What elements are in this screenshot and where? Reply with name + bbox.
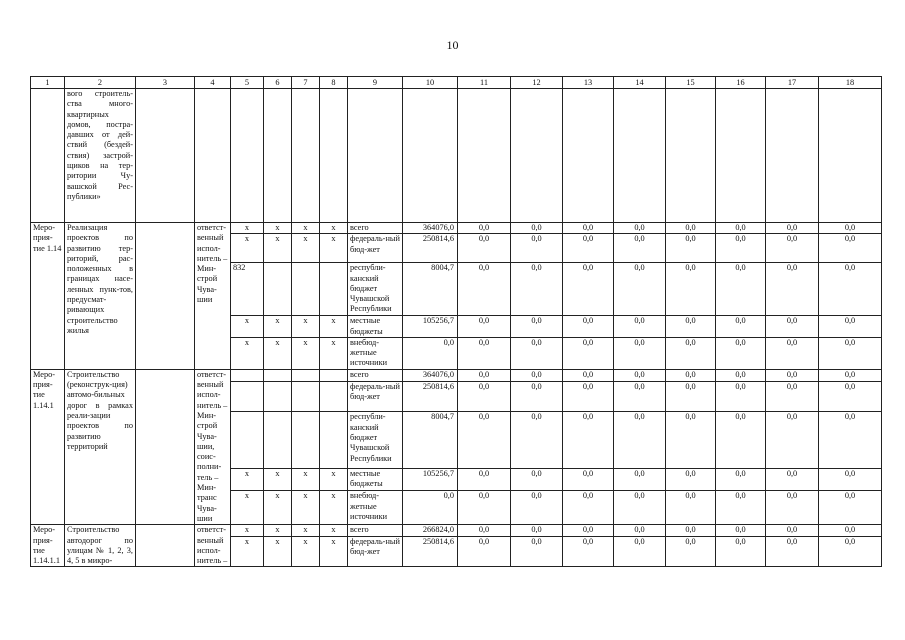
year-amount: 0,0 — [819, 223, 882, 234]
total-amount: 266824,0 — [403, 525, 458, 537]
year-amount: 0,0 — [614, 316, 666, 338]
header-cell: 7 — [292, 77, 320, 89]
code-col-7: х — [292, 537, 320, 567]
code-col-7 — [292, 369, 320, 381]
header-cell: 8 — [320, 77, 348, 89]
header-cell: 14 — [614, 77, 666, 89]
code-col-6: х — [264, 491, 292, 525]
header-cell: 5 — [231, 77, 264, 89]
code-col-6: х — [264, 337, 292, 369]
total-amount: 250814,6 — [403, 234, 458, 263]
table-row — [31, 223, 882, 234]
funding-source: республи-канский бюджет Чувашской Республики — [348, 412, 403, 468]
code-col-8: х — [320, 316, 348, 338]
event-name: Строительство (реконструк-ция) автомо-бильных дорог в рамках реали-зации проектов по развитию территорий — [65, 369, 136, 524]
table-row — [31, 525, 882, 537]
header-cell: 17 — [766, 77, 819, 89]
header-cell: 4 — [195, 77, 231, 89]
year-amount: 0,0 — [563, 369, 614, 381]
year-amount: 0,0 — [458, 223, 511, 234]
year-amount: 0,0 — [458, 316, 511, 338]
funding-source: федераль-ный бюд-жет — [348, 381, 403, 412]
total-amount: 364076,0 — [403, 223, 458, 234]
code-col-8: х — [320, 491, 348, 525]
year-amount: 0,0 — [563, 468, 614, 491]
year-amount: 0,0 — [563, 537, 614, 567]
year-amount: 0,0 — [614, 369, 666, 381]
event-name: Реализация проектов по развитию тер-риторий, рас-положенных в границах насе-ленных пунк-тов, предусмат-ривающих строительство жилья — [65, 223, 136, 370]
executor: ответст-венный испол-нитель – — [195, 525, 231, 567]
code-col-5: х — [231, 537, 264, 567]
total-amount: 105256,7 — [403, 316, 458, 338]
year-amount: 0,0 — [716, 234, 766, 263]
code-col-8: х — [320, 537, 348, 567]
year-amount: 0,0 — [563, 525, 614, 537]
year-amount: 0,0 — [511, 223, 563, 234]
code-col-7: х — [292, 337, 320, 369]
event-number: Меро-прия-тие 1.14 — [31, 223, 65, 370]
year-amount: 0,0 — [819, 412, 882, 468]
code-col-6: х — [264, 223, 292, 234]
code-col-5: х — [231, 491, 264, 525]
year-amount: 0,0 — [666, 412, 716, 468]
year-amount: 0,0 — [666, 468, 716, 491]
code-col-8: х — [320, 223, 348, 234]
funding-source: всего — [348, 525, 403, 537]
table-row — [31, 369, 882, 381]
header-row — [31, 77, 882, 89]
year-amount: 0,0 — [614, 234, 666, 263]
funding-source: местные бюджеты — [348, 468, 403, 491]
code-col-7: х — [292, 316, 320, 338]
year-amount: 0,0 — [614, 468, 666, 491]
code-col-8: х — [320, 468, 348, 491]
year-amount: 0,0 — [716, 537, 766, 567]
year-amount: 0,0 — [716, 316, 766, 338]
total-amount: 8004,7 — [403, 412, 458, 468]
year-amount: 0,0 — [666, 223, 716, 234]
code-col-5: х — [231, 337, 264, 369]
empty-col-3 — [136, 223, 195, 370]
code-col-6: х — [264, 316, 292, 338]
code-col-6: х — [264, 537, 292, 567]
total-amount: 8004,7 — [403, 263, 458, 316]
event-number: Меро-прия-тие 1.14.1 — [31, 369, 65, 524]
header-cell: 12 — [511, 77, 563, 89]
total-amount: 364076,0 — [403, 369, 458, 381]
year-amount: 0,0 — [458, 537, 511, 567]
year-amount: 0,0 — [666, 491, 716, 525]
year-amount: 0,0 — [458, 369, 511, 381]
year-amount: 0,0 — [716, 337, 766, 369]
year-amount: 0,0 — [766, 412, 819, 468]
year-amount: 0,0 — [666, 263, 716, 316]
executor: ответст-венный испол-нитель – Мин-строй Чува-шии, соис-полни-тель – Мин-транс Чува-шии — [195, 369, 231, 524]
year-amount: 0,0 — [614, 337, 666, 369]
year-amount: 0,0 — [511, 381, 563, 412]
year-amount: 0,0 — [511, 412, 563, 468]
year-amount: 0,0 — [614, 412, 666, 468]
year-amount: 0,0 — [819, 525, 882, 537]
code-col-7 — [292, 381, 320, 412]
funding-source: республи-канский бюджет Чувашской Республики — [348, 263, 403, 316]
funding-source: внебюд-жетные источники — [348, 491, 403, 525]
year-amount: 0,0 — [819, 381, 882, 412]
code-col-6: х — [264, 525, 292, 537]
code-col-8: х — [320, 337, 348, 369]
continuation-text: вого строитель-ства много-квартирных домов, постра-давших от дей-ствий (бездей-ствия) застрой-щиков на тер-ритории Чу-вашской Рес-публики» — [65, 89, 136, 223]
year-amount: 0,0 — [716, 412, 766, 468]
header-cell: 1 — [31, 77, 65, 89]
header-cell: 9 — [348, 77, 403, 89]
header-cell: 10 — [403, 77, 458, 89]
year-amount: 0,0 — [458, 525, 511, 537]
executor: ответст-венный испол-нитель – Мин-строй Чува-шии — [195, 223, 231, 370]
code-col-5: х — [231, 223, 264, 234]
page-number: 10 — [446, 38, 459, 52]
year-amount: 0,0 — [716, 468, 766, 491]
code-col-8 — [320, 412, 348, 468]
code-col-7: х — [292, 468, 320, 491]
year-amount: 0,0 — [716, 491, 766, 525]
code-col-5 — [231, 369, 264, 381]
year-amount: 0,0 — [511, 525, 563, 537]
year-amount: 0,0 — [666, 537, 716, 567]
year-amount: 0,0 — [511, 491, 563, 525]
year-amount: 0,0 — [666, 381, 716, 412]
year-amount: 0,0 — [819, 491, 882, 525]
code-col-8 — [320, 263, 348, 316]
year-amount: 0,0 — [511, 316, 563, 338]
code-col-5: х — [231, 468, 264, 491]
header-cell: 15 — [666, 77, 716, 89]
table-body — [31, 77, 882, 567]
code-col-8 — [320, 381, 348, 412]
year-amount: 0,0 — [819, 316, 882, 338]
year-amount: 0,0 — [614, 381, 666, 412]
year-amount: 0,0 — [716, 381, 766, 412]
year-amount: 0,0 — [716, 525, 766, 537]
year-amount: 0,0 — [511, 263, 563, 316]
total-amount: 0,0 — [403, 337, 458, 369]
year-amount: 0,0 — [563, 234, 614, 263]
continuation-row — [31, 89, 882, 223]
year-amount: 0,0 — [614, 537, 666, 567]
year-amount: 0,0 — [716, 263, 766, 316]
year-amount: 0,0 — [511, 234, 563, 263]
code-col-8: х — [320, 525, 348, 537]
year-amount: 0,0 — [716, 369, 766, 381]
code-col-5 — [231, 412, 264, 468]
year-amount: 0,0 — [458, 412, 511, 468]
code-col-5 — [231, 381, 264, 412]
funding-source: всего — [348, 369, 403, 381]
funding-source: всего — [348, 223, 403, 234]
year-amount: 0,0 — [766, 263, 819, 316]
year-amount: 0,0 — [511, 468, 563, 491]
year-amount: 0,0 — [563, 263, 614, 316]
code-col-7 — [292, 263, 320, 316]
code-col-5: 832 — [231, 263, 264, 316]
year-amount: 0,0 — [766, 381, 819, 412]
header-cell: 13 — [563, 77, 614, 89]
year-amount: 0,0 — [458, 263, 511, 316]
code-col-7 — [292, 412, 320, 468]
year-amount: 0,0 — [563, 412, 614, 468]
code-col-7: х — [292, 234, 320, 263]
year-amount: 0,0 — [563, 337, 614, 369]
total-amount: 250814,6 — [403, 537, 458, 567]
code-col-5: х — [231, 316, 264, 338]
year-amount: 0,0 — [766, 337, 819, 369]
empty-col-3 — [136, 525, 195, 567]
year-amount: 0,0 — [511, 537, 563, 567]
code-col-8: х — [320, 234, 348, 263]
year-amount: 0,0 — [819, 468, 882, 491]
year-amount: 0,0 — [716, 223, 766, 234]
year-amount: 0,0 — [819, 337, 882, 369]
year-amount: 0,0 — [666, 316, 716, 338]
code-col-6 — [264, 381, 292, 412]
year-amount: 0,0 — [766, 537, 819, 567]
empty-col-3 — [136, 369, 195, 524]
code-col-6 — [264, 369, 292, 381]
header-cell: 3 — [136, 77, 195, 89]
year-amount: 0,0 — [458, 491, 511, 525]
event-name: Строительство автодорог по улицам № 1, 2, 3, 4, 5 в микро- — [65, 525, 136, 567]
code-col-6: х — [264, 468, 292, 491]
year-amount: 0,0 — [614, 525, 666, 537]
year-amount: 0,0 — [819, 369, 882, 381]
year-amount: 0,0 — [458, 381, 511, 412]
total-amount: 250814,6 — [403, 381, 458, 412]
code-col-7: х — [292, 525, 320, 537]
code-col-7: х — [292, 491, 320, 525]
year-amount: 0,0 — [766, 234, 819, 263]
funding-source: внебюд-жетные источники — [348, 337, 403, 369]
total-amount: 0,0 — [403, 491, 458, 525]
year-amount: 0,0 — [666, 525, 716, 537]
year-amount: 0,0 — [563, 381, 614, 412]
year-amount: 0,0 — [666, 234, 716, 263]
year-amount: 0,0 — [766, 491, 819, 525]
year-amount: 0,0 — [563, 316, 614, 338]
year-amount: 0,0 — [766, 316, 819, 338]
header-cell: 2 — [65, 77, 136, 89]
year-amount: 0,0 — [819, 537, 882, 567]
year-amount: 0,0 — [563, 223, 614, 234]
total-amount: 105256,7 — [403, 468, 458, 491]
program-table — [30, 76, 882, 567]
event-number: Меро-прия-тие 1.14.1.1 — [31, 525, 65, 567]
code-col-6: х — [264, 234, 292, 263]
year-amount: 0,0 — [614, 263, 666, 316]
year-amount: 0,0 — [458, 234, 511, 263]
code-col-5: х — [231, 234, 264, 263]
year-amount: 0,0 — [766, 525, 819, 537]
code-col-5: х — [231, 525, 264, 537]
year-amount: 0,0 — [819, 234, 882, 263]
code-col-6 — [264, 263, 292, 316]
header-cell: 16 — [716, 77, 766, 89]
year-amount: 0,0 — [766, 223, 819, 234]
year-amount: 0,0 — [766, 369, 819, 381]
year-amount: 0,0 — [819, 263, 882, 316]
year-amount: 0,0 — [666, 369, 716, 381]
header-cell: 11 — [458, 77, 511, 89]
year-amount: 0,0 — [614, 223, 666, 234]
code-col-6 — [264, 412, 292, 468]
funding-source: федераль-ный бюд-жет — [348, 234, 403, 263]
code-col-7: х — [292, 223, 320, 234]
funding-source: федераль-ный бюд-жет — [348, 537, 403, 567]
year-amount: 0,0 — [766, 468, 819, 491]
year-amount: 0,0 — [511, 337, 563, 369]
code-col-8 — [320, 369, 348, 381]
header-cell: 6 — [264, 77, 292, 89]
year-amount: 0,0 — [458, 468, 511, 491]
year-amount: 0,0 — [614, 491, 666, 525]
year-amount: 0,0 — [666, 337, 716, 369]
funding-source: местные бюджеты — [348, 316, 403, 338]
header-cell: 18 — [819, 77, 882, 89]
year-amount: 0,0 — [563, 491, 614, 525]
year-amount: 0,0 — [511, 369, 563, 381]
year-amount: 0,0 — [458, 337, 511, 369]
